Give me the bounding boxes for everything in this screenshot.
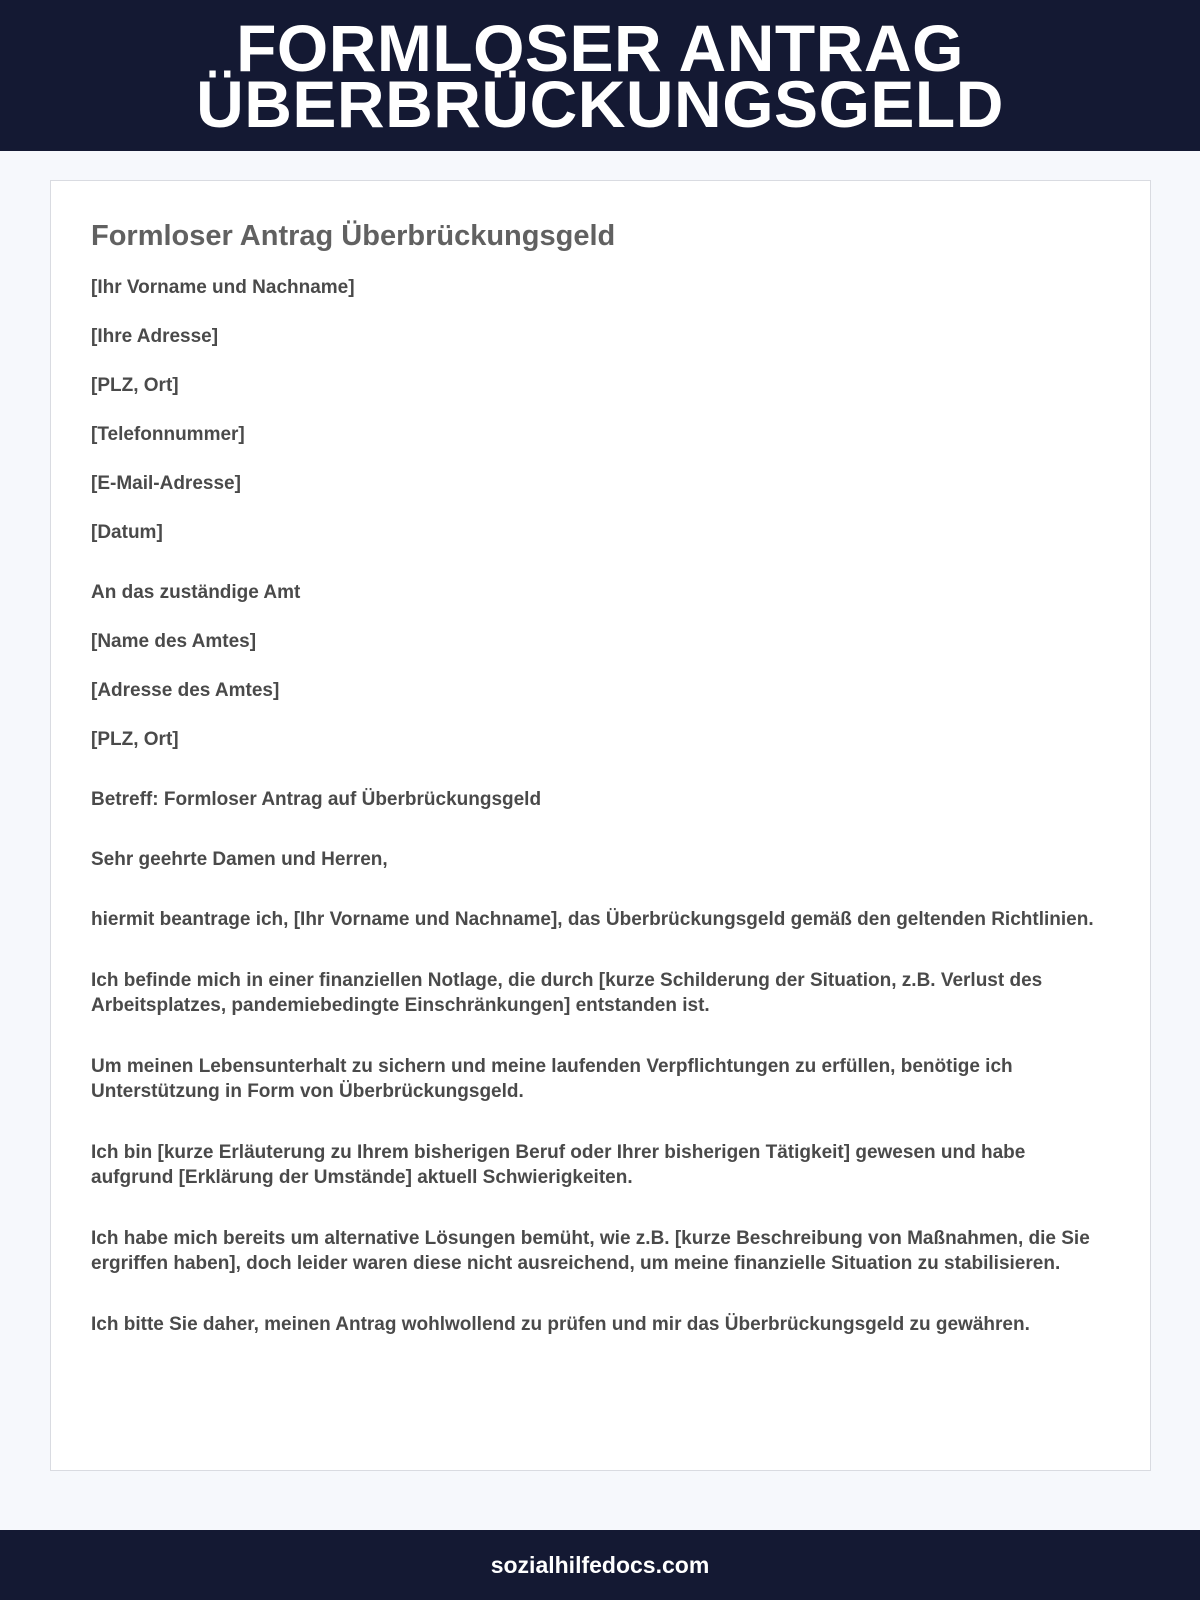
recipient-name: [Name des Amtes]: [91, 631, 257, 652]
sender-address: [Ihre Adresse]: [91, 326, 219, 347]
subject-line: Betreff: Formloser Antrag auf Überbrückungsgeld: [91, 789, 542, 810]
document-title: Formloser Antrag Überbrückungsgeld: [91, 220, 616, 252]
body-paragraph: Ich bin [kurze Erläuterung zu Ihrem bisherigen Beruf oder Ihrer bisherigen Tätigkeit] gewesen und habe aufgrund [Erklärung der Umstände] aktuell Schwierigkeiten.: [91, 1142, 1026, 1188]
header-title-line-1: FORMLOSER ANTRAG: [236, 10, 964, 85]
body-paragraph: Um meinen Lebensunterhalt zu sichern und meine laufenden Verpflichtungen zu erfüllen, benötige ich Unterstützung in Form von Überbrückungsgeld.: [91, 1056, 1013, 1102]
letter-card: [50, 180, 1151, 1471]
footer-site-name: sozialhilfedocs.com: [490, 1551, 710, 1578]
page-footer: [0, 1530, 1200, 1600]
body-paragraph: hiermit beantrage ich, [Ihr Vorname und Nachname], das Überbrückungsgeld gemäß den geltenden Richtlinien.: [91, 909, 1094, 930]
sender-block: [91, 275, 1110, 545]
sender-date: [Datum]: [91, 522, 163, 543]
body-paragraph: Ich habe mich bereits um alternative Lösungen bemüht, wie z.B. [kurze Beschreibung von Maßnahmen, die Sie ergriffen haben], doch leider waren diese nicht ausreichend, um meine finanzielle Situation zu stabilisieren.: [91, 1228, 1090, 1274]
sender-phone: [Telefonnummer]: [91, 424, 245, 445]
sender-name: [Ihr Vorname und Nachname]: [91, 277, 355, 298]
sender-email: [E-Mail-Adresse]: [91, 473, 241, 494]
body-paragraph: Ich befinde mich in einer finanziellen Notlage, die durch [kurze Schilderung der Situation, z.B. Verlust des Arbeitsplatzes, pandemiebedingte Einschränkungen] entstanden ist.: [91, 970, 1043, 1016]
body-paragraph: Ich bitte Sie daher, meinen Antrag wohlwollend zu prüfen und mir das Überbrückungsgeld zu gewähren.: [91, 1314, 1030, 1335]
page-header: [0, 0, 1200, 151]
recipient-line: An das zuständige Amt: [91, 582, 301, 603]
recipient-city: [PLZ, Ort]: [91, 729, 179, 750]
recipient-address: [Adresse des Amtes]: [91, 680, 280, 701]
sender-city: [PLZ, Ort]: [91, 375, 179, 396]
recipient-block: [91, 580, 1110, 752]
salutation: Sehr geehrte Damen und Herren,: [91, 849, 388, 870]
header-title-line-2: ÜBERBRÜCKUNGSGELD: [196, 66, 1004, 141]
